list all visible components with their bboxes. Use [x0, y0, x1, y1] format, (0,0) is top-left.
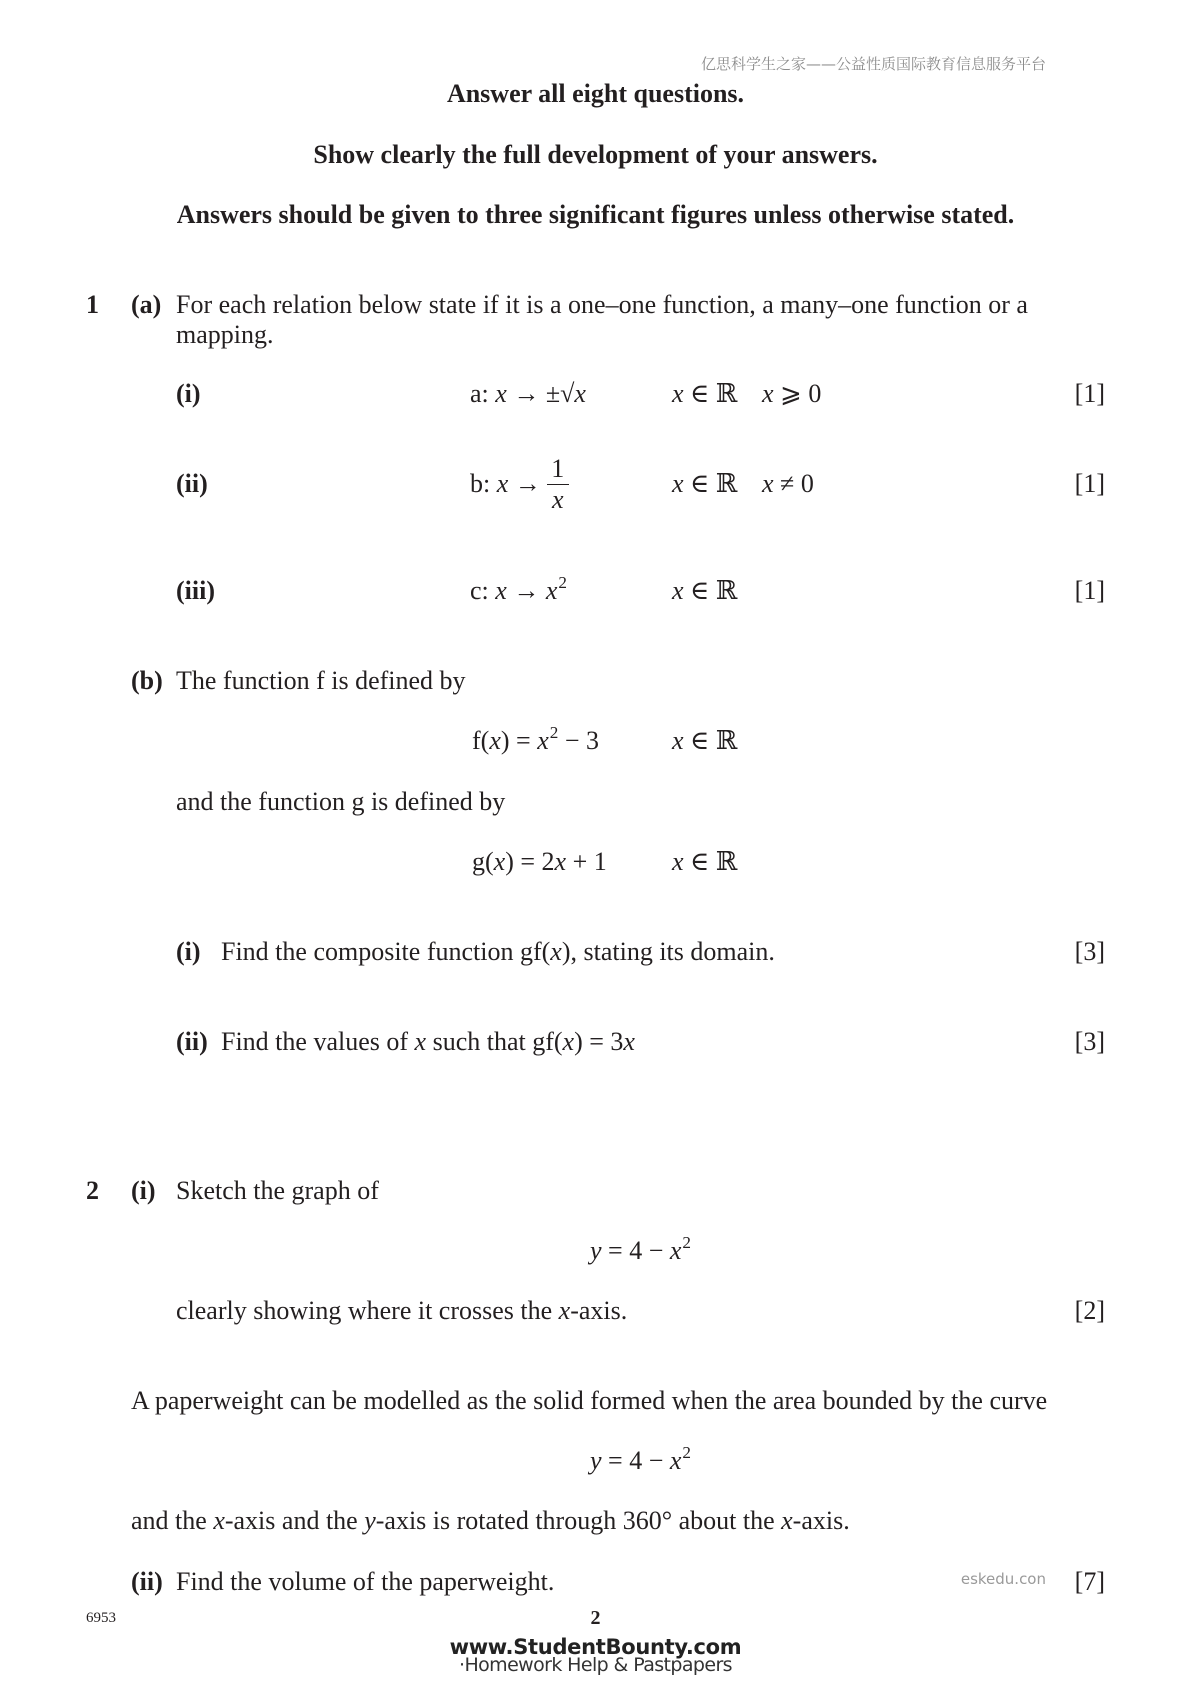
text-run: and the — [131, 1506, 214, 1535]
text-run: → ±√ — [506, 379, 575, 408]
math-variable: x — [495, 576, 507, 605]
function-f-intro: The function f is defined by — [176, 666, 466, 695]
text-run: such that gf( — [426, 1027, 563, 1056]
math-variable: x — [669, 1236, 682, 1265]
text-run: ∈ ℝ — [683, 847, 738, 876]
relation-ii-fraction — [547, 454, 569, 515]
relation-i-mapping — [470, 379, 586, 409]
instruction-show-working: Show clearly the full development of your answers. — [313, 140, 878, 169]
relation-ii-mapping — [470, 469, 541, 499]
question-2-i-label: (i) — [131, 1176, 156, 1205]
studentbounty-logo-tagline: ·Homework Help & Pastpapers — [459, 1654, 732, 1676]
math-variable: x — [495, 379, 507, 408]
relation-iii-label: (iii) — [176, 576, 215, 605]
question-2-i-follow-up — [176, 1296, 627, 1326]
question-2-ii-marks: [7] — [1074, 1567, 1105, 1596]
text-run: − 3 — [558, 726, 599, 755]
question-1-number: 1 — [86, 290, 99, 319]
relation-i-label: (i) — [176, 379, 201, 408]
text-run: Find the composite function gf( — [221, 937, 551, 966]
text-run: = 4 − — [601, 1236, 670, 1265]
text-run: → — [508, 469, 541, 498]
text-run: f( — [472, 726, 490, 755]
text-run: -axis is rotated through 360° about the — [375, 1506, 782, 1535]
question-1b-i-text — [221, 937, 775, 967]
question-1b-ii-text — [221, 1027, 635, 1057]
math-superscript: 2 — [682, 1233, 691, 1253]
relation-i-domain — [672, 379, 737, 409]
math-variable: x — [493, 847, 506, 876]
math-variable: x — [669, 1446, 682, 1475]
paperweight-context-line-2 — [131, 1506, 850, 1536]
math-variable: y — [590, 1236, 602, 1265]
text-run: clearly showing where it crosses the — [176, 1296, 559, 1325]
text-run: a: — [470, 379, 496, 408]
question-1b-i-label: (i) — [176, 937, 201, 966]
text-run: -axis and the — [224, 1506, 365, 1535]
relation-iii-mapping — [470, 573, 567, 606]
paperweight-context-line-1: A paperweight can be modelled as the solid formed when the area bounded by the curve — [131, 1386, 1048, 1415]
text-run: -axis. — [570, 1296, 628, 1325]
math-variable: x — [672, 379, 684, 408]
math-variable: x — [562, 1027, 575, 1056]
relation-ii-marks: [1] — [1074, 469, 1105, 498]
text-run: ), stating its domain. — [561, 937, 775, 966]
site-watermark: eskedu.con — [960, 1570, 1046, 1588]
question-1b-ii-marks: [3] — [1074, 1027, 1105, 1056]
question-1b-i-marks: [3] — [1074, 937, 1105, 966]
math-variable: x — [623, 1027, 635, 1056]
paperweight-curve-equation — [176, 1443, 1105, 1476]
paper-code: 6953 — [86, 1610, 116, 1626]
instruction-answer-all: Answer all eight questions. — [446, 79, 745, 108]
text-run: b: — [470, 469, 497, 498]
instruction-significant-figures: Answers should be given to three significant figures unless otherwise stated. — [176, 200, 1015, 229]
math-variable: x — [550, 937, 562, 966]
question-1b-label: (b) — [131, 666, 163, 695]
math-variable: y — [590, 1446, 602, 1475]
question-1b-ii-label: (ii) — [176, 1027, 208, 1056]
relation-i-condition — [762, 379, 821, 409]
relation-ii-domain — [672, 469, 737, 499]
question-2-i-equation — [176, 1233, 1105, 1266]
text-run: ∈ ℝ — [683, 576, 738, 605]
text-run: Find the values of — [221, 1027, 415, 1056]
math-variable: x — [537, 726, 549, 755]
math-variable: x — [496, 469, 509, 498]
text-run: = 4 − — [601, 1446, 670, 1475]
text-run: g( — [472, 847, 494, 876]
relation-ii-mapping-row — [470, 449, 569, 519]
function-g-intro: and the function g is defined by — [176, 787, 506, 816]
relation-iii-domain — [672, 576, 737, 606]
question-2-ii-text: Find the volume of the paperweight. — [176, 1567, 555, 1596]
fraction-numerator: 1 — [547, 454, 569, 485]
header-watermark: 亿思科学生之家——公益性质国际教育信息服务平台 — [700, 55, 1046, 73]
studentbounty-logo-url: www.StudentBounty.com — [449, 1635, 742, 1659]
question-2-i-marks: [2] — [1074, 1296, 1105, 1325]
math-variable: x — [762, 379, 774, 408]
text-run: → — [506, 576, 546, 605]
math-variable: x — [672, 726, 684, 755]
math-variable: x — [672, 847, 684, 876]
question-1a-prompt-line-1: For each relation below state if it is a one–one function, a many–one function or a — [176, 290, 1028, 319]
function-g-definition — [472, 847, 607, 877]
relation-ii-label: (ii) — [176, 469, 208, 498]
text-run: ) = 3 — [574, 1027, 624, 1056]
page-number: 2 — [590, 1607, 601, 1629]
question-1a-prompt-line-2: mapping. — [176, 320, 274, 349]
relation-i-marks: [1] — [1074, 379, 1105, 408]
math-superscript: 2 — [682, 1443, 691, 1463]
function-f-domain — [672, 726, 737, 756]
question-1a-label: (a) — [131, 290, 162, 319]
text-run: c: — [470, 576, 496, 605]
math-variable: x — [762, 469, 774, 498]
math-superscript: 2 — [558, 573, 567, 593]
math-variable: x — [414, 1027, 427, 1056]
math-variable: x — [545, 576, 558, 605]
math-variable: x — [489, 726, 501, 755]
function-f-definition — [472, 723, 599, 756]
text-run: ⩾ 0 — [773, 379, 822, 408]
relation-iii-marks: [1] — [1074, 576, 1105, 605]
math-variable: x — [213, 1506, 225, 1535]
question-2-number: 2 — [86, 1176, 99, 1205]
text-run: + 1 — [566, 847, 607, 876]
text-run: ≠ 0 — [773, 469, 814, 498]
function-g-domain — [672, 847, 737, 877]
text-run: ) = — [500, 726, 538, 755]
relation-ii-condition — [762, 469, 814, 499]
math-variable: y — [364, 1506, 376, 1535]
text-run: ∈ ℝ — [683, 379, 738, 408]
math-variable: x — [672, 469, 684, 498]
fraction-denominator: x — [552, 484, 564, 514]
math-variable: x — [554, 847, 567, 876]
math-variable: x — [672, 576, 684, 605]
question-2-i-intro: Sketch the graph of — [176, 1176, 379, 1205]
math-variable: x — [574, 379, 586, 408]
text-run: ) = 2 — [505, 847, 555, 876]
text-run: -axis. — [792, 1506, 850, 1535]
text-run: ∈ ℝ — [683, 726, 738, 755]
math-variable: x — [558, 1296, 571, 1325]
math-variable: x — [781, 1506, 793, 1535]
question-2-ii-label: (ii) — [131, 1567, 163, 1596]
math-superscript: 2 — [549, 723, 559, 743]
text-run: ∈ ℝ — [683, 469, 738, 498]
